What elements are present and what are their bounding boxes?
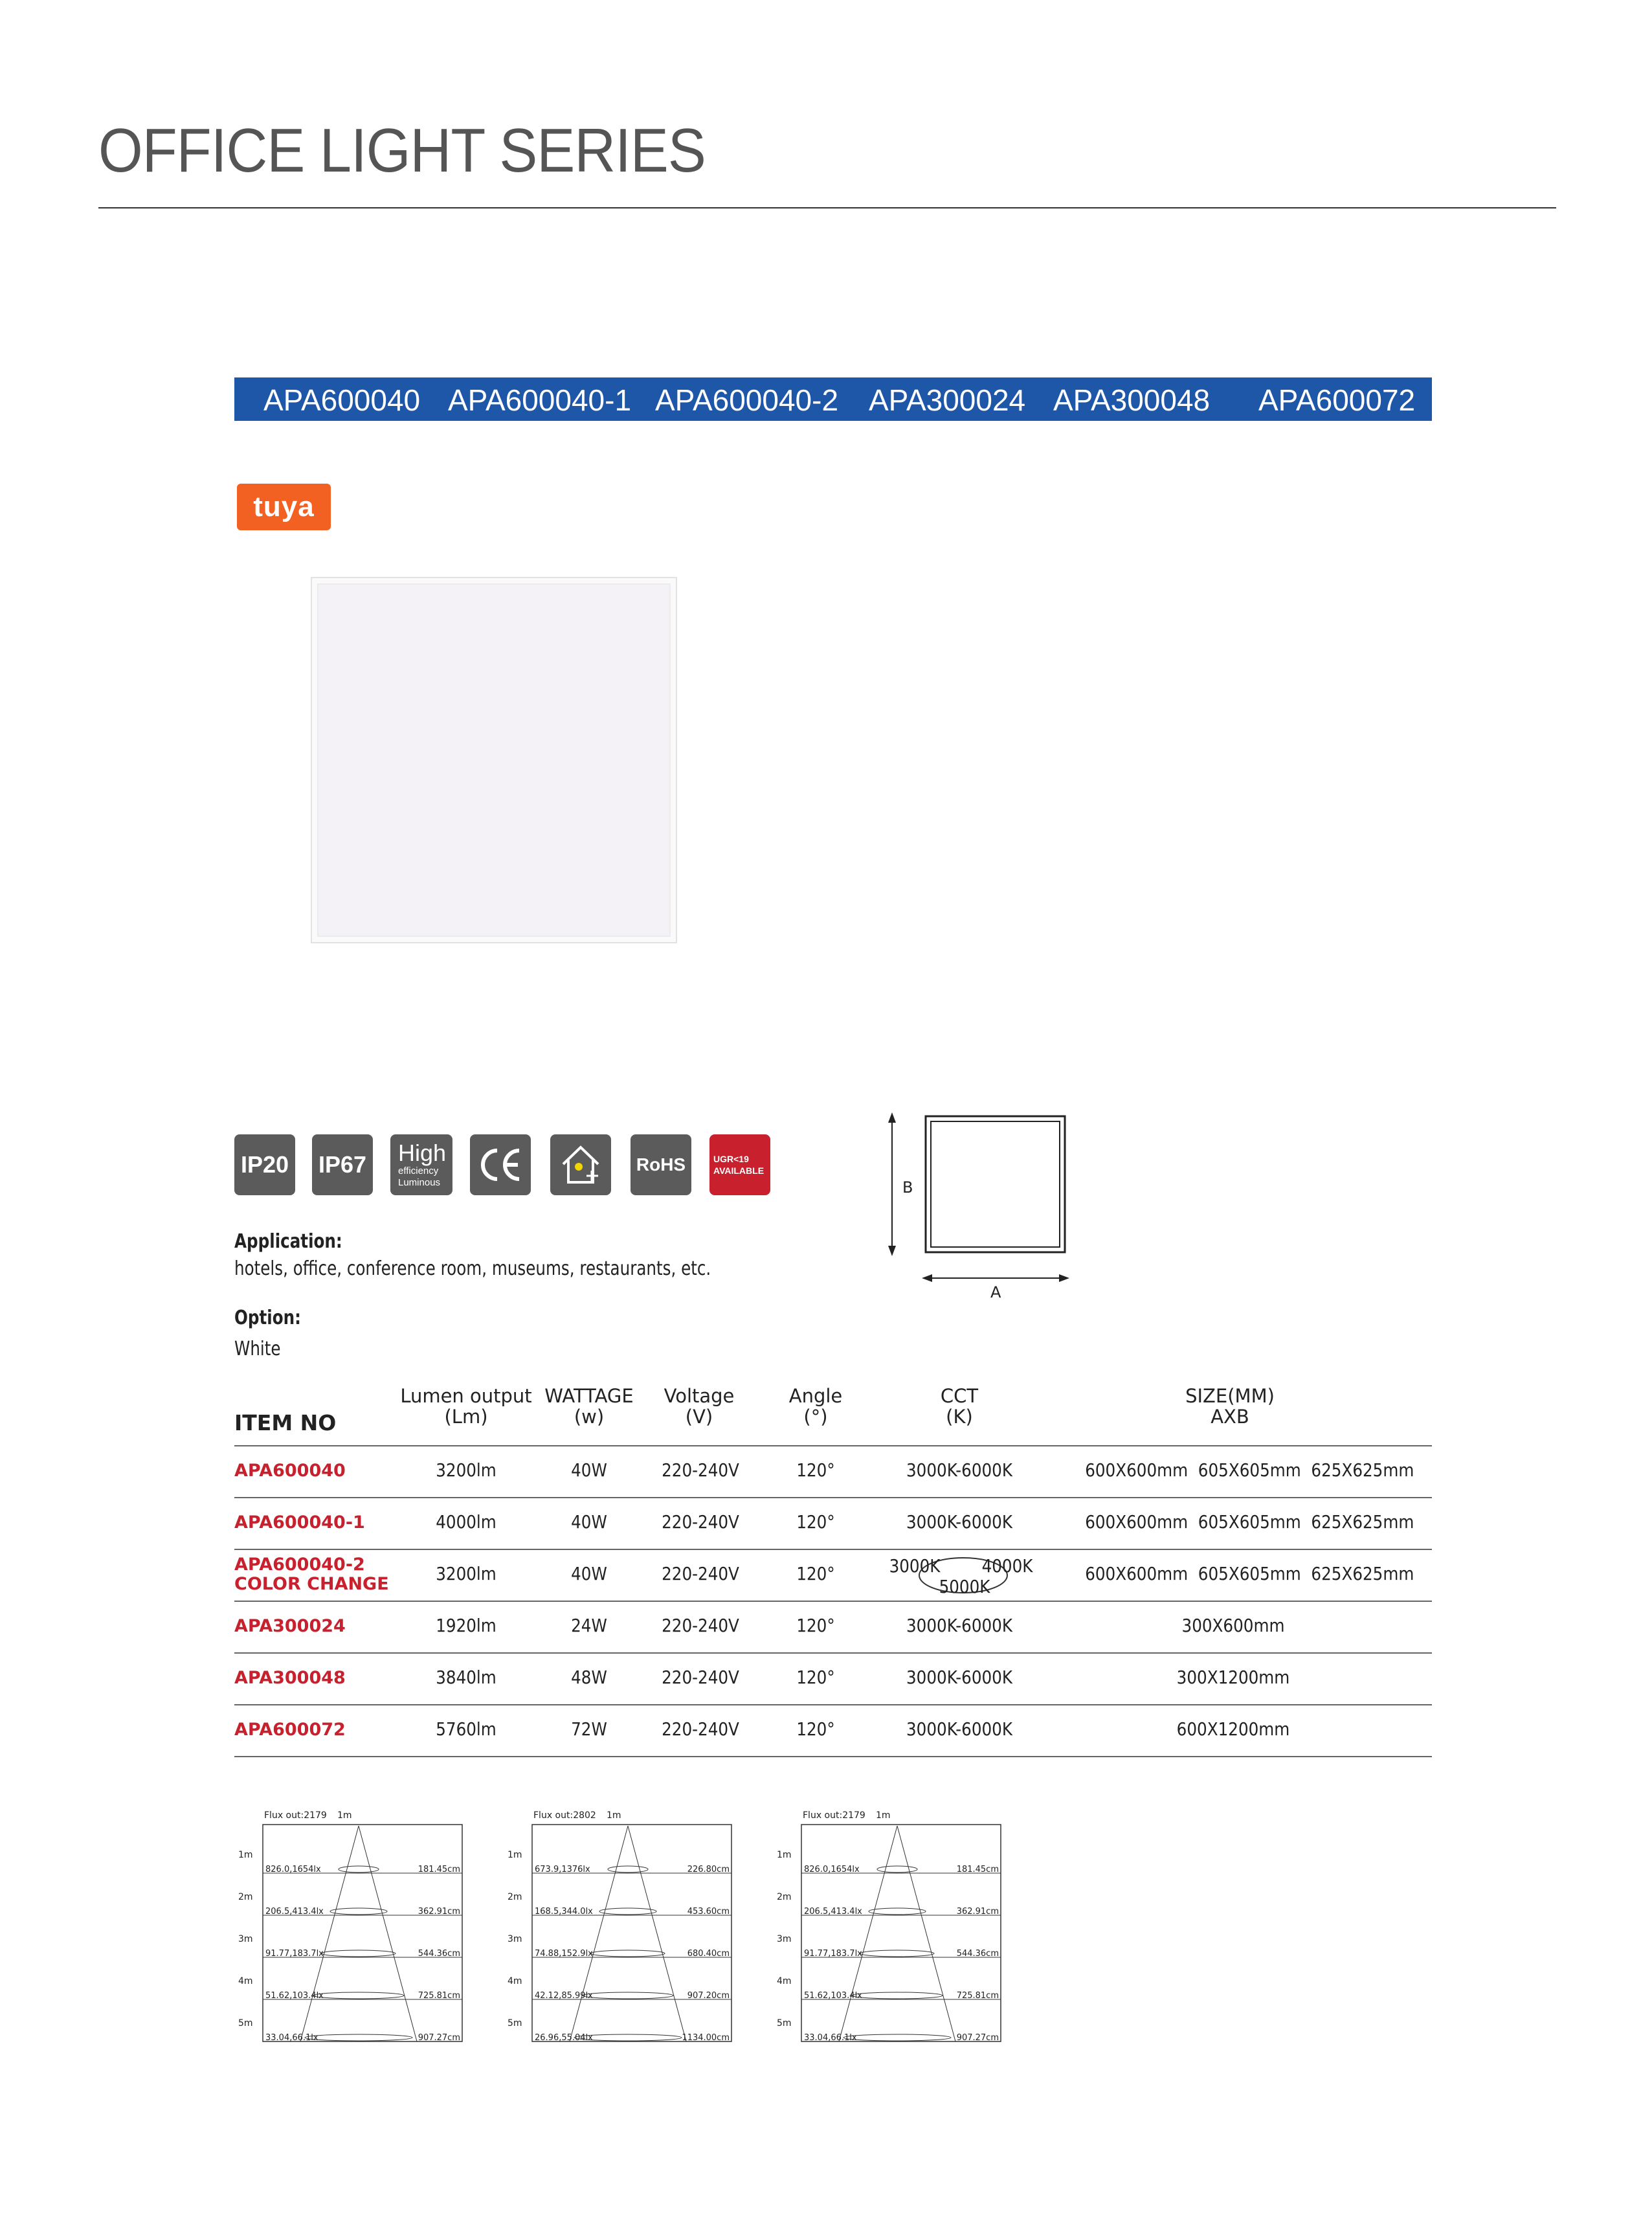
diagram-unit-label: 1m [607, 1810, 621, 1821]
table-divider [234, 1497, 1432, 1498]
rohs-badge: RoHS [631, 1134, 691, 1195]
table-cell-lumen: 3840lm [436, 1667, 497, 1688]
table-header-wattage: WATTAGE (w) [544, 1385, 634, 1428]
table-cell-lumen: 4000lm [436, 1511, 497, 1533]
model-label: APA300024 [869, 383, 1026, 417]
indoor-house-icon [550, 1134, 611, 1195]
light-distribution-diagram [774, 1806, 1014, 2052]
diagram-lux-label: 91.77,183.7lx [804, 1949, 862, 1959]
color-change-cct [889, 1554, 1034, 1597]
table-divider [234, 1652, 1432, 1654]
table-cell-angle: 120° [796, 1511, 835, 1533]
diagram-lux-label: 826.0,1654lx [265, 1865, 321, 1874]
application-label: Application: [234, 1230, 342, 1253]
diagram-distance-label: 1m [508, 1850, 522, 1860]
diagram-unit-label: 1m [876, 1810, 891, 1821]
table-row-item-no: APA600040-1 [234, 1512, 365, 1533]
light-distribution-diagram [236, 1806, 475, 2052]
table-header-cct: CCT (K) [940, 1385, 979, 1428]
diagram-unit-label: 1m [337, 1810, 352, 1821]
table-cell-cct: 3000K-6000K [906, 1615, 1013, 1636]
table-cell-size: 600X600mm 605X605mm 625X625mm [1085, 1459, 1414, 1481]
table-cell-size: 600X600mm 605X605mm 625X625mm [1085, 1511, 1414, 1533]
application-text: hotels, office, conference room, museums, restaurants, etc. [234, 1257, 711, 1280]
diagram-diameter-label: 725.81cm [956, 1991, 999, 2001]
tuya-logo: tuya [237, 484, 331, 530]
table-cell-wattage: 40W [571, 1459, 607, 1481]
page-title: OFFICE LIGHT SERIES [98, 116, 706, 185]
led-panel-product-image [312, 578, 676, 942]
diagram-distance-label: 2m [777, 1892, 792, 1902]
option-label: Option: [234, 1307, 301, 1329]
diagram-flux-label: Flux out:2179 [803, 1810, 865, 1821]
table-cell-voltage: 220-240V [662, 1511, 739, 1533]
dimension-a-label: A [990, 1283, 1001, 1301]
table-cell-cct: 3000K-6000K [906, 1718, 1013, 1740]
table-cell-voltage: 220-240V [662, 1563, 739, 1584]
table-cell-angle: 120° [796, 1718, 835, 1740]
model-label: APA300048 [1053, 383, 1211, 417]
diagram-lux-label: 206.5,413.4lx [804, 1907, 862, 1917]
option-text: White [234, 1338, 281, 1360]
diagram-lux-label: 42.12,85.99lx [535, 1991, 593, 2001]
diagram-distance-label: 5m [777, 2018, 792, 2029]
model-label: APA600040 [263, 383, 421, 417]
table-header-voltage: Voltage (V) [664, 1385, 735, 1428]
diagram-lux-label: 826.0,1654lx [804, 1865, 860, 1874]
diagram-lux-label: 168.5,344.0lx [535, 1907, 593, 1917]
light-distribution-diagram [505, 1806, 744, 2052]
table-cell-voltage: 220-240V [662, 1718, 739, 1740]
table-cell-angle: 120° [796, 1459, 835, 1481]
cct-3000k: 3000K [889, 1555, 941, 1577]
dimension-b-label: B [902, 1178, 913, 1197]
model-label: APA600072 [1258, 383, 1416, 417]
table-header-lumen: Lumen output (Lm) [400, 1385, 532, 1428]
ugr-badge: UGR<19 AVAILABLE [709, 1134, 770, 1195]
diagram-diameter-label: 181.45cm [956, 1865, 999, 1874]
diagram-diameter-label: 907.27cm [956, 2033, 999, 2043]
cct-5000k: 5000K [939, 1576, 990, 1597]
diagram-lux-label: 51.62,103.4lx [804, 1991, 862, 2001]
diagram-distance-label: 4m [508, 1976, 522, 1986]
diagram-flux-label: Flux out:2179 [264, 1810, 327, 1821]
table-cell-wattage: 72W [571, 1718, 607, 1740]
table-divider [234, 1601, 1432, 1602]
diagram-lux-label: 26.96,55.04lx [535, 2033, 593, 2043]
table-cell-voltage: 220-240V [662, 1667, 739, 1688]
diagram-diameter-label: 907.20cm [687, 1991, 730, 2001]
table-cell-voltage: 220-240V [662, 1459, 739, 1481]
diagram-distance-label: 4m [238, 1976, 253, 1986]
table-divider [234, 1549, 1432, 1550]
diagram-diameter-label: 453.60cm [687, 1907, 730, 1917]
table-divider [234, 1756, 1432, 1757]
table-cell-size: 300X600mm [1181, 1615, 1285, 1636]
diagram-distance-label: 3m [777, 1934, 792, 1944]
diagram-flux-label: Flux out:2802 [533, 1810, 596, 1821]
table-row-item-no: APA300024 [234, 1616, 346, 1636]
diagram-diameter-label: 181.45cm [418, 1865, 460, 1874]
table-cell-lumen: 3200lm [436, 1459, 497, 1481]
diagram-diameter-label: 680.40cm [687, 1949, 730, 1959]
table-cell-wattage: 48W [571, 1667, 607, 1688]
table-cell-cct: 3000K-6000K [906, 1667, 1013, 1688]
table-cell-size: 600X1200mm [1176, 1718, 1290, 1740]
model-label: APA600040-1 [448, 383, 632, 417]
table-cell-wattage: 40W [571, 1563, 607, 1584]
ce-mark-icon [470, 1134, 531, 1195]
table-cell-angle: 120° [796, 1667, 835, 1688]
table-row-item-no: APA600040-2 COLOR CHANGE [234, 1555, 389, 1594]
diagram-diameter-label: 544.36cm [956, 1949, 999, 1959]
diagram-distance-label: 3m [508, 1934, 522, 1944]
table-divider [234, 1445, 1432, 1446]
diagram-lux-label: 33.04,66.1lx [265, 2033, 318, 2043]
diagram-distance-label: 3m [238, 1934, 253, 1944]
table-cell-size: 600X600mm 605X605mm 625X625mm [1085, 1563, 1414, 1584]
model-label: APA600040-2 [655, 383, 839, 417]
table-cell-voltage: 220-240V [662, 1615, 739, 1636]
table-row-item-no: APA600072 [234, 1720, 346, 1740]
table-divider [234, 1704, 1432, 1705]
diagram-diameter-label: 226.80cm [687, 1865, 730, 1874]
diagram-distance-label: 1m [238, 1850, 253, 1860]
diagram-lux-label: 74.88,152.9lx [535, 1949, 593, 1959]
table-row-item-no: APA600040 [234, 1461, 346, 1481]
table-cell-size: 300X1200mm [1176, 1667, 1290, 1688]
table-header-angle: Angle (°) [788, 1385, 843, 1428]
diagram-diameter-label: 1134.00cm [682, 2033, 730, 2043]
table-cell-angle: 120° [796, 1615, 835, 1636]
title-divider [98, 207, 1556, 208]
diagram-diameter-label: 362.91cm [418, 1907, 460, 1917]
table-cell-wattage: 24W [571, 1615, 607, 1636]
diagram-distance-label: 5m [508, 2018, 522, 2029]
table-cell-angle: 120° [796, 1563, 835, 1584]
diagram-lux-label: 91.77,183.7lx [265, 1949, 324, 1959]
diagram-diameter-label: 544.36cm [418, 1949, 460, 1959]
diagram-distance-label: 1m [777, 1850, 792, 1860]
table-header-item: ITEM NO [234, 1410, 337, 1435]
diagram-lux-label: 673.9,1376lx [535, 1865, 590, 1874]
diagram-distance-label: 2m [508, 1892, 522, 1902]
diagram-diameter-label: 725.81cm [418, 1991, 460, 2001]
ip67-badge: IP67 [312, 1134, 373, 1195]
diagram-distance-label: 5m [238, 2018, 253, 2029]
diagram-diameter-label: 362.91cm [956, 1907, 999, 1917]
table-cell-lumen: 1920lm [436, 1615, 497, 1636]
table-cell-lumen: 5760lm [436, 1718, 497, 1740]
table-cell-wattage: 40W [571, 1511, 607, 1533]
table-cell-cct: 3000K-6000K [906, 1459, 1013, 1481]
diagram-distance-label: 2m [238, 1892, 253, 1902]
diagram-lux-label: 206.5,413.4lx [265, 1907, 324, 1917]
diagram-lux-label: 33.04,66.1lx [804, 2033, 857, 2043]
model-number-bar [234, 377, 1432, 421]
table-cell-lumen: 3200lm [436, 1563, 497, 1584]
high-efficiency-badge: High efficiency Luminous [390, 1134, 452, 1195]
table-header-size: SIZE(MM) AXB [1185, 1385, 1275, 1428]
diagram-lux-label: 51.62,103.4lx [265, 1991, 324, 2001]
diagram-distance-label: 4m [777, 1976, 792, 1986]
diagram-diameter-label: 907.27cm [418, 2033, 460, 2043]
dimension-drawing [875, 1103, 1069, 1298]
cct-4000k: 4000K [981, 1555, 1033, 1577]
table-row-item-no: APA300048 [234, 1668, 346, 1688]
ip20-badge: IP20 [234, 1134, 295, 1195]
table-cell-cct: 3000K-6000K [906, 1511, 1013, 1533]
